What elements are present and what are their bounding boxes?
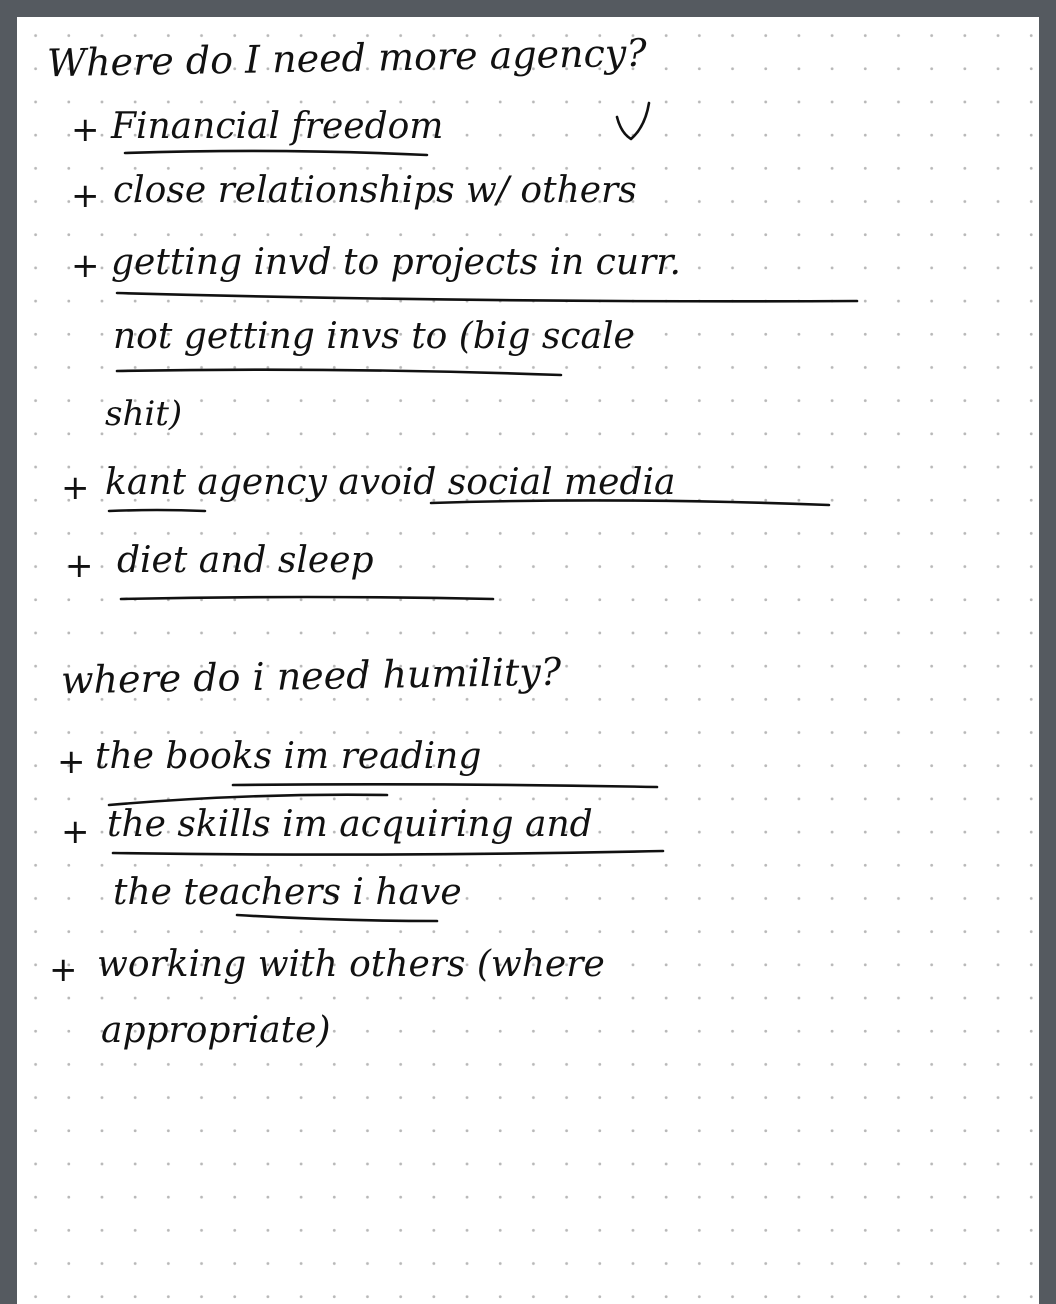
item-teachers: the teachers i have	[113, 872, 462, 913]
bullet-plus-7: +	[61, 812, 90, 852]
item-kant-agency: kant agency avoid social media	[105, 462, 676, 503]
underline-teachers	[237, 915, 437, 921]
item-diet-sleep: diet and sleep	[117, 540, 374, 581]
item-appropriate: appropriate)	[101, 1010, 331, 1051]
bullet-plus-5: +	[65, 546, 94, 586]
bullet-plus-8: +	[49, 950, 78, 990]
item-big-scale-continued: shit)	[105, 394, 183, 434]
item-financial-freedom: Financial freedom	[111, 106, 444, 147]
underline-getting	[117, 293, 857, 301]
underline-diet	[121, 597, 493, 599]
item-working-with-others: working with others (where	[97, 944, 605, 985]
underline-acquiring	[113, 851, 663, 855]
item-skills: the skills im acquiring and	[107, 804, 593, 845]
bullet-plus-6: +	[57, 742, 86, 782]
bullet-plus-4: +	[61, 468, 90, 508]
underline-books	[233, 784, 657, 787]
heading-humility: where do i need humility?	[60, 649, 562, 703]
heading-agency: Where do I need more agency?	[46, 30, 648, 86]
underline-not-getting	[117, 370, 561, 375]
underline-financial	[125, 151, 427, 155]
notebook-page	[17, 17, 1039, 1304]
item-books: the books im reading	[95, 736, 482, 777]
item-not-getting-involved: not getting invs to (big scale	[113, 316, 635, 357]
item-close-relationships: close relationships w/ others	[113, 170, 637, 211]
underline-kant	[109, 510, 205, 511]
bullet-plus-2: +	[71, 176, 100, 216]
bullet-plus-1: +	[71, 110, 100, 150]
bullet-plus-3: +	[71, 246, 100, 286]
item-getting-involved: getting invd to projects in curr.	[111, 242, 681, 283]
checkmark-icon	[617, 103, 649, 139]
